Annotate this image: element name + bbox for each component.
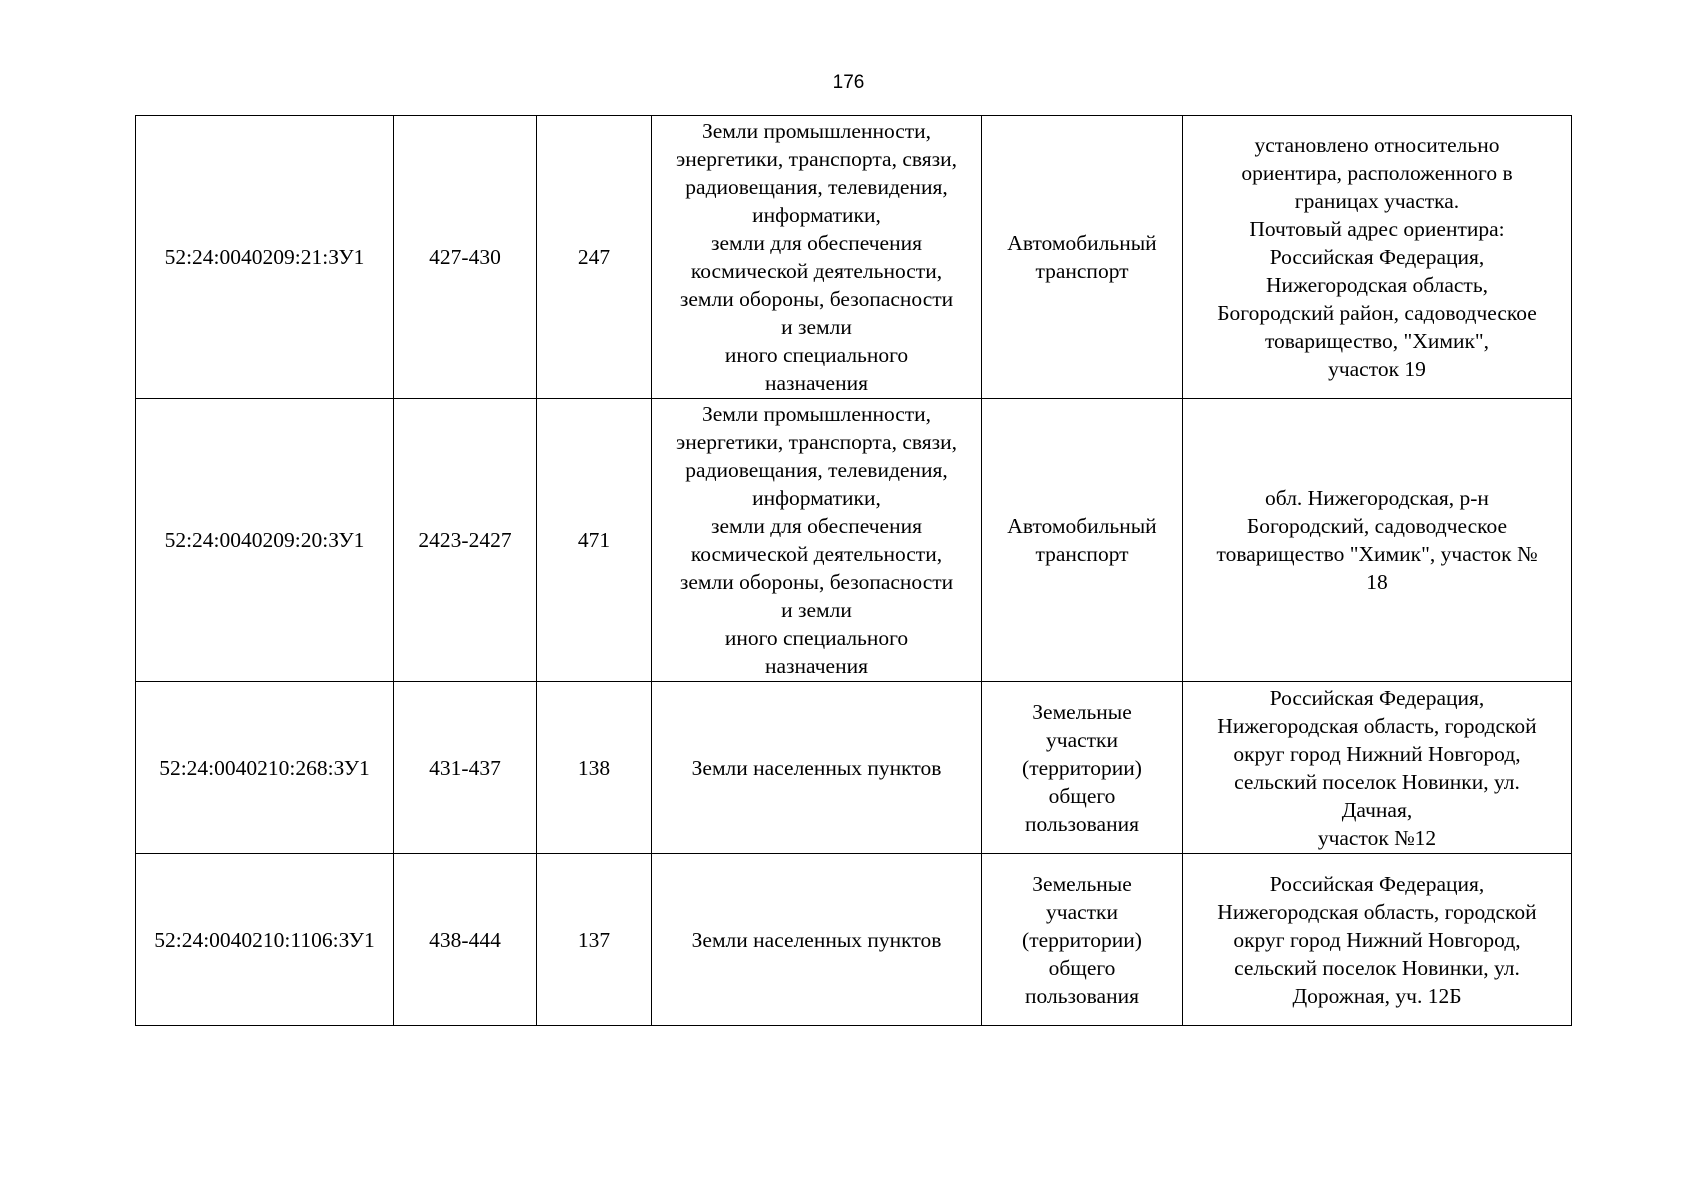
permitted-use-cell: Автомобильный транспорт	[982, 399, 1183, 682]
land-category-cell: Земли населенных пунктов	[652, 854, 982, 1026]
points-range-cell: 438-444	[394, 854, 537, 1026]
permitted-use-cell: Автомобильный транспорт	[982, 116, 1183, 399]
area-cell: 137	[537, 854, 652, 1026]
cadastral-number-cell: 52:24:0040210:1106:ЗУ1	[136, 854, 394, 1026]
table-row	[136, 682, 1572, 854]
area-cell: 247	[537, 116, 652, 399]
table-row	[136, 116, 1572, 399]
cadastral-number-cell: 52:24:0040209:21:ЗУ1	[136, 116, 394, 399]
address-cell: Российская Федерация, Нижегородская область, городской округ город Нижний Новгород, сельский поселок Новинки, ул. Дачная, участок №12	[1183, 682, 1572, 854]
table-row	[136, 854, 1572, 1026]
permitted-use-cell: Земельные участки (территории) общего пользования	[982, 854, 1183, 1026]
address-cell: установлено относительно ориентира, расположенного в границах участка. Почтовый адрес ориентира: Российская Федерация, Нижегородская область, Богородский район, садоводческое товарищество, "Химик", участок 19	[1183, 116, 1572, 399]
page-number: 176	[832, 72, 865, 93]
points-range-cell: 2423-2427	[394, 399, 537, 682]
address-cell: обл. Нижегородская, р-н Богородский, садоводческое товарищество "Химик", участок № 18	[1183, 399, 1572, 682]
address-cell: Российская Федерация, Нижегородская область, городской округ город Нижний Новгород, сельский поселок Новинки, ул. Дорожная, уч. 12Б	[1183, 854, 1572, 1026]
permitted-use-cell: Земельные участки (территории) общего пользования	[982, 682, 1183, 854]
cadastral-number-cell: 52:24:0040210:268:ЗУ1	[136, 682, 394, 854]
land-category-cell: Земли промышленности, энергетики, транспорта, связи, радиовещания, телевидения, информатики, земли для обеспечения космической деятельности, земли обороны, безопасности и земли иного специального назначения	[652, 116, 982, 399]
points-range-cell: 427-430	[394, 116, 537, 399]
cadastral-number-cell: 52:24:0040209:20:ЗУ1	[136, 399, 394, 682]
table-row	[136, 399, 1572, 682]
area-cell: 471	[537, 399, 652, 682]
land-plots-table	[135, 115, 1572, 1026]
land-category-cell: Земли населенных пунктов	[652, 682, 982, 854]
area-cell: 138	[537, 682, 652, 854]
land-category-cell: Земли промышленности, энергетики, транспорта, связи, радиовещания, телевидения, информатики, земли для обеспечения космической деятельности, земли обороны, безопасности и земли иного специального назначения	[652, 399, 982, 682]
points-range-cell: 431-437	[394, 682, 537, 854]
